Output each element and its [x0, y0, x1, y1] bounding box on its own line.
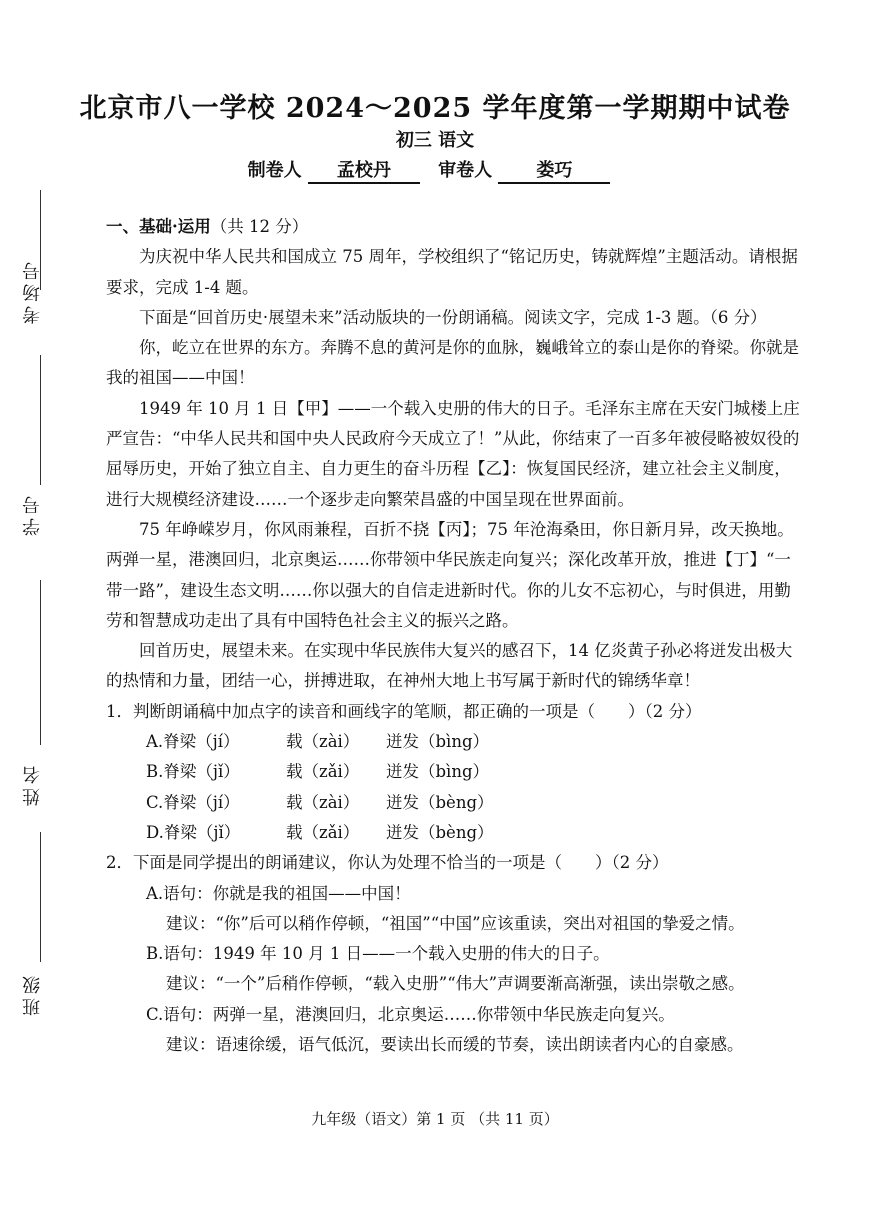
reviewer-name: 娄巧 — [498, 156, 610, 184]
section-heading — [106, 212, 806, 242]
question-2-option-a-suggestion: 建议：“你”后可以稍作停顿，“祖国”“中国”应该重读，突出对祖国的挚爱之情。 — [166, 913, 745, 933]
option-text: 迸发（bèng） — [386, 792, 494, 812]
option-text: 迸发（bèng） — [386, 822, 494, 842]
option-text: 载（zǎi） — [286, 762, 360, 782]
section-points: （共 12 分） — [210, 217, 309, 236]
passage-paragraph: 你，屹立在世界的东方。奔腾不息的黄河是你的血脉，巍峨耸立的泰山是你的脊梁。你就是我的祖国——中国！ — [106, 338, 799, 388]
question-1-option-c — [106, 788, 806, 818]
section-intro: 为庆祝中华人民共和国成立 75 周年，学校组织了“铭记历史，铸就辉煌”主题活动。请根据要求，完成 1-4 题。 — [106, 247, 798, 297]
reviewer-label: 审卷人 — [438, 160, 493, 181]
option-text: B.脊梁（jǐ） — [146, 762, 240, 782]
binding-line-class — [40, 832, 41, 962]
question-2-option-c-suggestion: 建议：语速徐缓，语气低沉，要读出长而缓的节奏，读出朗读者内心的自豪感。 — [166, 1035, 744, 1055]
reading-instruction: 下面是“回首历史·展望未来”活动版块的一份朗诵稿。阅读文字，完成 1-3 题。（6 分） — [139, 307, 767, 327]
option-text: 迸发（bìng） — [386, 732, 490, 752]
question-2-option-b-suggestion: 建议：“一个”后稍作停顿，“载入史册”“伟大”声调要渐高渐强，读出崇敬之感。 — [166, 974, 745, 994]
question-2-option-a-sentence: A.语句：你就是我的祖国——中国！ — [146, 883, 411, 903]
question-2-option-b-sentence: B.语句：1949 年 10 月 1 日——一个载入史册的伟大的日子。 — [146, 944, 610, 964]
exam-authors — [0, 156, 870, 184]
passage-paragraph: 75 年峥嵘岁月，你风雨兼程，百折不挠【丙】；75 年沧海桑田，你日新月异，改天换地。两弹一星，港澳回归，北京奥运……你带领中华民族走向复兴；深化改革开放，推进【丁】“一带一路”，建设生态文明……你以强大的自信走进新时代。你的儿女不忘初心，与时俱进，用勤劳和智慧成功走出了具有中国特色社会主义的振兴之路。 — [106, 519, 794, 630]
question-1-option-a — [106, 727, 806, 757]
option-text: A.脊梁（jí） — [146, 732, 240, 752]
option-text: C.脊梁（jí） — [146, 792, 240, 812]
binding-label-student-no: 学号 — [22, 492, 43, 536]
passage-paragraph: 回首历史，展望未来。在实现中华民族伟大复兴的感召下，14 亿炎黄子孙必将迸发出极大的热情和力量，团结一心，拼搏进取，在神州大地上书写属于新时代的锦绣华章！ — [106, 641, 793, 691]
binding-label-room-no: 考场号 — [22, 258, 43, 324]
question-2-stem: 2．下面是同学提出的朗诵建议，你认为处理不恰当的一项是（ ）（2 分） — [106, 853, 669, 873]
question-1-stem: 1．判断朗诵稿中加点字的读音和画线字的笔顺，都正确的一项是（ ）（2 分） — [106, 701, 702, 721]
binding-line-student — [40, 355, 41, 485]
option-text: 载（zǎi） — [286, 822, 360, 842]
maker-label: 制卷人 — [247, 160, 302, 181]
exam-content — [106, 212, 806, 1060]
option-text: D.脊梁（jǐ） — [146, 822, 241, 842]
binding-line-name — [40, 580, 41, 745]
binding-label-class: 班级 — [22, 972, 43, 1016]
page-footer: 九年级（语文）第 1 页 （共 11 页） — [311, 1110, 559, 1128]
question-1-option-d — [106, 818, 806, 848]
question-2-option-c-sentence: C.语句：两弹一星，港澳回归，北京奥运……你带领中华民族走向复兴。 — [146, 1004, 675, 1024]
question-1-option-b — [106, 757, 806, 787]
passage-paragraph: 1949 年 10 月 1 日【甲】——一个载入史册的伟大的日子。毛泽东主席在天安门城楼上庄严宣告：“中华人民共和国中央人民政府今天成立了！”从此，你结束了一百多年被侵略被奴役的屈辱历史，开始了独立自主、自力更生的奋斗历程【乙】：恢复国民经济，建立社会主义制度，进行大规模经济建设……一个逐步走向繁荣昌盛的中国呈现在世界面前。 — [106, 398, 800, 509]
option-text: 迸发（bìng） — [386, 762, 490, 782]
option-text: 载（zài） — [286, 792, 360, 812]
binding-margin — [0, 0, 80, 1228]
option-text: 载（zài） — [286, 732, 360, 752]
binding-label-name: 姓名 — [22, 762, 43, 806]
maker-name: 孟校丹 — [308, 156, 420, 184]
exam-subtitle: 初三 语文 — [395, 130, 475, 151]
exam-title: 北京市八一学校 2024～2025 学年度第一学期期中试卷 — [79, 93, 791, 124]
section-title: 一、基础·运用 — [106, 217, 211, 236]
